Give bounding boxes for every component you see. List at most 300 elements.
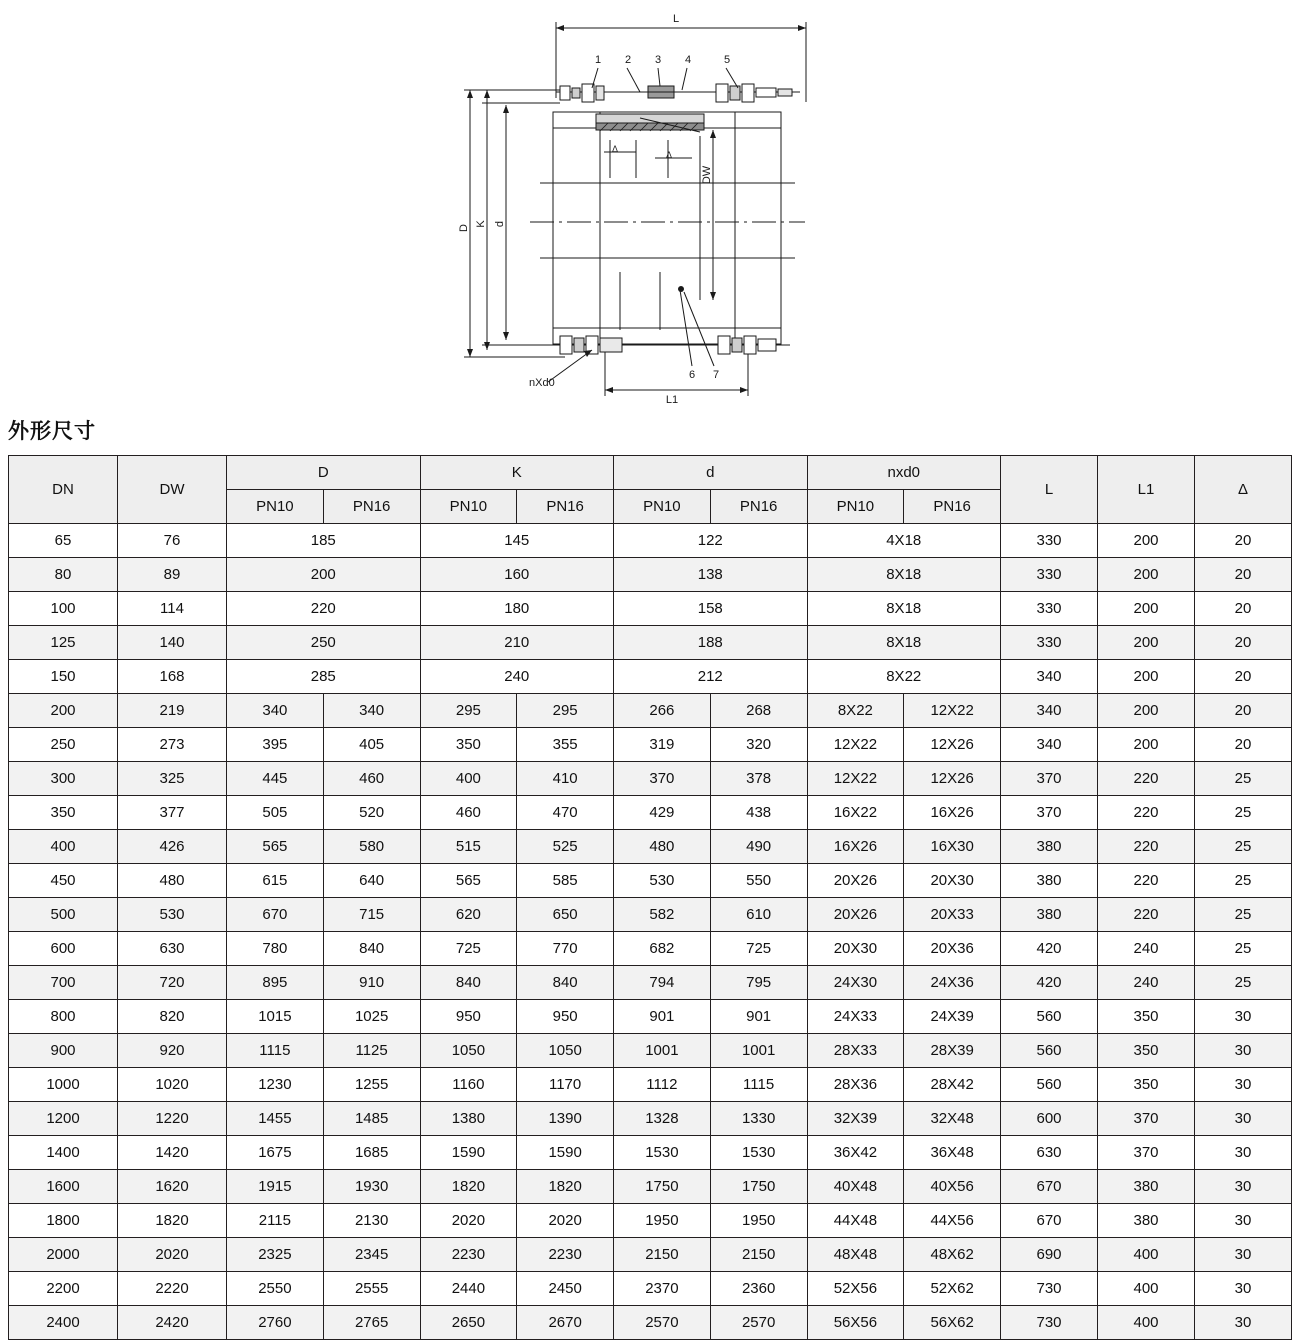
cell-l: 420: [1001, 932, 1098, 966]
table-row: [9, 1034, 1292, 1068]
cell-k-merged: 160: [420, 558, 614, 592]
cell-d-pn10: 1455: [227, 1102, 324, 1136]
cell-dsmall-merged: 158: [614, 592, 808, 626]
cell-nxd0-pn10: 20X26: [807, 864, 904, 898]
cell-dsmall-pn10: 2150: [614, 1238, 711, 1272]
cell-nxd0-pn16: 40X56: [904, 1170, 1001, 1204]
cell-dn: 2200: [9, 1272, 118, 1306]
delta-left-label: Δ: [612, 144, 619, 154]
cell-delta: 30: [1195, 1000, 1292, 1034]
cell-dw: 76: [118, 524, 227, 558]
cell-dsmall-pn10: 2570: [614, 1306, 711, 1340]
table-row: [9, 1000, 1292, 1034]
cell-l1: 200: [1098, 626, 1195, 660]
cell-nxd0-pn16: 12X26: [904, 728, 1001, 762]
cell-nxd0-merged: 8X18: [807, 558, 1001, 592]
cell-dw: 1220: [118, 1102, 227, 1136]
th-dsmall-pn10: PN10: [614, 490, 711, 524]
cell-dsmall-pn10: 319: [614, 728, 711, 762]
cell-k-pn16: 770: [517, 932, 614, 966]
cell-dsmall-pn10: 1950: [614, 1204, 711, 1238]
th-k-pn16: PN16: [517, 490, 614, 524]
cell-d-pn10: 1230: [227, 1068, 324, 1102]
cell-d-pn16: 1930: [323, 1170, 420, 1204]
delta-right-label: Δ: [666, 150, 673, 160]
cell-dsmall-pn16: 1115: [710, 1068, 807, 1102]
cell-dn: 1000: [9, 1068, 118, 1102]
cell-nxd0-pn16: 16X26: [904, 796, 1001, 830]
table-row: [9, 1170, 1292, 1204]
cell-l: 670: [1001, 1170, 1098, 1204]
cell-dn: 450: [9, 864, 118, 898]
th-nxd0-pn16: PN16: [904, 490, 1001, 524]
cell-delta: 25: [1195, 830, 1292, 864]
cell-dw: 1820: [118, 1204, 227, 1238]
cell-l1: 220: [1098, 898, 1195, 932]
cell-dsmall-pn16: 438: [710, 796, 807, 830]
cell-dn: 200: [9, 694, 118, 728]
cell-k-pn10: 2020: [420, 1204, 517, 1238]
cell-d-pn10: 615: [227, 864, 324, 898]
cell-k-pn10: 1160: [420, 1068, 517, 1102]
cell-k-pn10: 1820: [420, 1170, 517, 1204]
cell-l: 330: [1001, 592, 1098, 626]
cell-k-pn10: 2230: [420, 1238, 517, 1272]
cell-l: 370: [1001, 796, 1098, 830]
table-row: [9, 626, 1292, 660]
cell-d-pn16: 910: [323, 966, 420, 1000]
cell-dsmall-merged: 138: [614, 558, 808, 592]
cell-d-merged: 220: [227, 592, 421, 626]
table-row: [9, 1272, 1292, 1306]
cell-k-pn16: 1170: [517, 1068, 614, 1102]
cell-k-pn16: 2230: [517, 1238, 614, 1272]
cell-d-pn16: 2555: [323, 1272, 420, 1306]
cell-dsmall-merged: 122: [614, 524, 808, 558]
cell-nxd0-pn10: 56X56: [807, 1306, 904, 1340]
cell-d-pn16: 2765: [323, 1306, 420, 1340]
callout-5: 5: [723, 54, 731, 66]
th-group-nxd0: nxd0: [807, 456, 1001, 490]
cell-dsmall-pn16: 2360: [710, 1272, 807, 1306]
cell-l1: 200: [1098, 592, 1195, 626]
cell-k-pn10: 350: [420, 728, 517, 762]
cell-l: 670: [1001, 1204, 1098, 1238]
cell-dsmall-pn10: 582: [614, 898, 711, 932]
cell-l: 420: [1001, 966, 1098, 1000]
table-row: [9, 592, 1292, 626]
cell-d-pn10: 1015: [227, 1000, 324, 1034]
cell-dsmall-pn16: 378: [710, 762, 807, 796]
cell-l1: 220: [1098, 830, 1195, 864]
cell-nxd0-pn16: 16X30: [904, 830, 1001, 864]
cell-d-pn16: 1125: [323, 1034, 420, 1068]
cell-dw: 140: [118, 626, 227, 660]
th-dw: DW: [118, 456, 227, 524]
cell-d-pn10: 1675: [227, 1136, 324, 1170]
cell-dsmall-pn16: 795: [710, 966, 807, 1000]
cell-nxd0-pn10: 24X30: [807, 966, 904, 1000]
cell-delta: 30: [1195, 1204, 1292, 1238]
cell-d-merged: 285: [227, 660, 421, 694]
cell-k-pn16: 950: [517, 1000, 614, 1034]
cell-dsmall-pn16: 1001: [710, 1034, 807, 1068]
cell-dsmall-pn10: 682: [614, 932, 711, 966]
cell-l1: 220: [1098, 762, 1195, 796]
cell-dn: 350: [9, 796, 118, 830]
cell-l1: 380: [1098, 1170, 1195, 1204]
cell-k-pn16: 585: [517, 864, 614, 898]
table-row: [9, 1136, 1292, 1170]
cell-nxd0-pn10: 12X22: [807, 728, 904, 762]
cell-delta: 20: [1195, 524, 1292, 558]
cell-dw: 820: [118, 1000, 227, 1034]
cell-nxd0-pn10: 24X33: [807, 1000, 904, 1034]
cell-d-pn10: 895: [227, 966, 324, 1000]
table-row: [9, 524, 1292, 558]
cell-l: 380: [1001, 864, 1098, 898]
cell-d-pn10: 1115: [227, 1034, 324, 1068]
cell-l: 370: [1001, 762, 1098, 796]
cell-k-merged: 145: [420, 524, 614, 558]
th-k-pn10: PN10: [420, 490, 517, 524]
cell-delta: 30: [1195, 1306, 1292, 1340]
cell-dsmall-pn16: 2570: [710, 1306, 807, 1340]
cell-dw: 1620: [118, 1170, 227, 1204]
cell-dw: 114: [118, 592, 227, 626]
cell-nxd0-pn16: 28X39: [904, 1034, 1001, 1068]
cell-k-pn16: 650: [517, 898, 614, 932]
cell-dw: 89: [118, 558, 227, 592]
cell-d-pn10: 1915: [227, 1170, 324, 1204]
cell-d-pn16: 520: [323, 796, 420, 830]
cell-nxd0-pn10: 20X30: [807, 932, 904, 966]
cell-delta: 30: [1195, 1034, 1292, 1068]
dim-label-K: K: [475, 220, 487, 228]
cell-delta: 25: [1195, 796, 1292, 830]
cell-delta: 30: [1195, 1102, 1292, 1136]
th-nxd0-pn10: PN10: [807, 490, 904, 524]
cell-dsmall-merged: 212: [614, 660, 808, 694]
cell-dn: 80: [9, 558, 118, 592]
cell-dn: 2000: [9, 1238, 118, 1272]
cell-k-pn10: 950: [420, 1000, 517, 1034]
cell-dw: 168: [118, 660, 227, 694]
cell-dsmall-pn16: 1330: [710, 1102, 807, 1136]
cell-nxd0-pn10: 28X36: [807, 1068, 904, 1102]
cell-dn: 250: [9, 728, 118, 762]
cell-d-merged: 250: [227, 626, 421, 660]
cell-dsmall-pn10: 370: [614, 762, 711, 796]
cell-l1: 200: [1098, 728, 1195, 762]
cell-delta: 25: [1195, 932, 1292, 966]
cell-k-merged: 180: [420, 592, 614, 626]
cell-dn: 1600: [9, 1170, 118, 1204]
cell-l: 330: [1001, 524, 1098, 558]
table-row: [9, 660, 1292, 694]
cell-dsmall-pn16: 2150: [710, 1238, 807, 1272]
cell-dsmall-pn16: 490: [710, 830, 807, 864]
cell-nxd0-pn10: 32X39: [807, 1102, 904, 1136]
cell-l1: 400: [1098, 1238, 1195, 1272]
table-row: [9, 796, 1292, 830]
callout-6: 6: [688, 369, 696, 381]
cell-dw: 1420: [118, 1136, 227, 1170]
table-row: [9, 1102, 1292, 1136]
cell-k-pn10: 295: [420, 694, 517, 728]
cell-d-pn16: 340: [323, 694, 420, 728]
cell-l1: 350: [1098, 1068, 1195, 1102]
cell-dn: 1400: [9, 1136, 118, 1170]
cell-dsmall-pn10: 266: [614, 694, 711, 728]
cell-d-pn16: 840: [323, 932, 420, 966]
cell-l: 330: [1001, 558, 1098, 592]
cell-k-pn16: 355: [517, 728, 614, 762]
cell-dsmall-pn16: 1530: [710, 1136, 807, 1170]
table-row: [9, 932, 1292, 966]
table-row: [9, 898, 1292, 932]
cell-k-pn16: 470: [517, 796, 614, 830]
cell-d-pn10: 2760: [227, 1306, 324, 1340]
cell-l: 600: [1001, 1102, 1098, 1136]
cell-k-pn16: 295: [517, 694, 614, 728]
cell-d-pn16: 1485: [323, 1102, 420, 1136]
cell-d-pn16: 2345: [323, 1238, 420, 1272]
table-row: [9, 966, 1292, 1000]
cell-nxd0-pn16: 20X30: [904, 864, 1001, 898]
cell-k-pn16: 1050: [517, 1034, 614, 1068]
cell-nxd0-pn16: 52X62: [904, 1272, 1001, 1306]
cell-l1: 200: [1098, 558, 1195, 592]
table-header-row-groups: [9, 456, 1292, 490]
cell-l: 560: [1001, 1000, 1098, 1034]
cell-k-pn10: 515: [420, 830, 517, 864]
dim-label-D: D: [458, 224, 470, 232]
cell-delta: 30: [1195, 1170, 1292, 1204]
technical-drawing: [0, 0, 1300, 415]
cell-d-pn16: 715: [323, 898, 420, 932]
cell-dsmall-pn10: 429: [614, 796, 711, 830]
cell-dw: 920: [118, 1034, 227, 1068]
cell-dsmall-pn10: 1112: [614, 1068, 711, 1102]
callout-4: 4: [684, 54, 692, 66]
cell-k-pn16: 2670: [517, 1306, 614, 1340]
cell-delta: 20: [1195, 626, 1292, 660]
cell-k-merged: 210: [420, 626, 614, 660]
cell-k-pn10: 460: [420, 796, 517, 830]
cell-l: 380: [1001, 898, 1098, 932]
cell-dw: 1020: [118, 1068, 227, 1102]
cell-dsmall-pn10: 1328: [614, 1102, 711, 1136]
cell-dn: 2400: [9, 1306, 118, 1340]
cell-delta: 20: [1195, 660, 1292, 694]
cell-nxd0-pn10: 36X42: [807, 1136, 904, 1170]
cell-dn: 300: [9, 762, 118, 796]
cell-nxd0-pn16: 20X33: [904, 898, 1001, 932]
dim-label-DW: DW: [701, 165, 713, 185]
table-row: [9, 1204, 1292, 1238]
cell-dsmall-pn16: 1750: [710, 1170, 807, 1204]
cell-l: 730: [1001, 1272, 1098, 1306]
cell-d-pn10: 565: [227, 830, 324, 864]
cell-dsmall-pn10: 1530: [614, 1136, 711, 1170]
cell-d-pn10: 395: [227, 728, 324, 762]
cell-delta: 20: [1195, 558, 1292, 592]
table-row: [9, 558, 1292, 592]
cell-dsmall-pn16: 320: [710, 728, 807, 762]
cell-dsmall-pn10: 901: [614, 1000, 711, 1034]
table-row: [9, 1068, 1292, 1102]
cell-l1: 350: [1098, 1000, 1195, 1034]
cell-l: 690: [1001, 1238, 1098, 1272]
cell-d-merged: 185: [227, 524, 421, 558]
cell-dn: 500: [9, 898, 118, 932]
cell-dsmall-pn16: 550: [710, 864, 807, 898]
cell-l1: 220: [1098, 864, 1195, 898]
cell-dsmall-pn10: 480: [614, 830, 711, 864]
cell-d-pn16: 405: [323, 728, 420, 762]
cell-dn: 1200: [9, 1102, 118, 1136]
cell-dw: 2020: [118, 1238, 227, 1272]
cell-nxd0-pn16: 56X62: [904, 1306, 1001, 1340]
cell-nxd0-pn10: 28X33: [807, 1034, 904, 1068]
cell-nxd0-pn16: 24X36: [904, 966, 1001, 1000]
cell-nxd0-merged: 8X18: [807, 626, 1001, 660]
cell-l1: 200: [1098, 660, 1195, 694]
cell-d-pn16: 2130: [323, 1204, 420, 1238]
cell-dw: 2420: [118, 1306, 227, 1340]
callout-3: 3: [654, 54, 662, 66]
section-title: 外形尺寸: [8, 420, 96, 443]
cell-k-pn10: 2650: [420, 1306, 517, 1340]
cell-d-merged: 200: [227, 558, 421, 592]
table-row: [9, 762, 1292, 796]
cell-d-pn10: 2550: [227, 1272, 324, 1306]
cell-k-pn16: 410: [517, 762, 614, 796]
cell-dw: 219: [118, 694, 227, 728]
cell-k-pn10: 400: [420, 762, 517, 796]
cell-nxd0-merged: 8X18: [807, 592, 1001, 626]
cell-d-pn10: 340: [227, 694, 324, 728]
cell-dsmall-pn16: 901: [710, 1000, 807, 1034]
th-group-d: D: [227, 456, 421, 490]
table-row: [9, 728, 1292, 762]
cell-dw: 426: [118, 830, 227, 864]
cell-l: 340: [1001, 728, 1098, 762]
cell-d-pn16: 460: [323, 762, 420, 796]
cell-k-pn16: 525: [517, 830, 614, 864]
cell-l1: 400: [1098, 1272, 1195, 1306]
cell-d-pn10: 670: [227, 898, 324, 932]
cell-l1: 200: [1098, 524, 1195, 558]
cell-k-pn10: 1590: [420, 1136, 517, 1170]
cell-delta: 25: [1195, 762, 1292, 796]
cell-dn: 400: [9, 830, 118, 864]
table-row: [9, 694, 1292, 728]
cell-delta: 30: [1195, 1068, 1292, 1102]
table-row: [9, 864, 1292, 898]
cell-k-pn16: 2020: [517, 1204, 614, 1238]
callout-1: 1: [594, 54, 602, 66]
dimension-table-wrapper: [8, 455, 1292, 1340]
cell-dsmall-pn16: 610: [710, 898, 807, 932]
cell-l1: 240: [1098, 966, 1195, 1000]
cell-k-pn10: 840: [420, 966, 517, 1000]
cell-l: 340: [1001, 660, 1098, 694]
cell-nxd0-pn10: 48X48: [807, 1238, 904, 1272]
callout-2: 2: [624, 54, 632, 66]
cell-dw: 630: [118, 932, 227, 966]
cell-d-pn10: 2325: [227, 1238, 324, 1272]
cell-nxd0-pn10: 20X26: [807, 898, 904, 932]
cell-nxd0-merged: 8X22: [807, 660, 1001, 694]
cell-nxd0-pn16: 28X42: [904, 1068, 1001, 1102]
cell-dsmall-pn10: 794: [614, 966, 711, 1000]
table-row: [9, 830, 1292, 864]
cell-dsmall-pn16: 1950: [710, 1204, 807, 1238]
cell-delta: 30: [1195, 1136, 1292, 1170]
cell-d-pn16: 1025: [323, 1000, 420, 1034]
cell-l: 730: [1001, 1306, 1098, 1340]
cell-dsmall-merged: 188: [614, 626, 808, 660]
cell-dn: 600: [9, 932, 118, 966]
cell-l: 560: [1001, 1068, 1098, 1102]
cell-d-pn10: 2115: [227, 1204, 324, 1238]
th-d-pn16: PN16: [323, 490, 420, 524]
cell-nxd0-pn16: 12X22: [904, 694, 1001, 728]
cell-d-pn16: 1255: [323, 1068, 420, 1102]
cell-d-pn10: 445: [227, 762, 324, 796]
cell-dw: 2220: [118, 1272, 227, 1306]
cell-delta: 30: [1195, 1272, 1292, 1306]
cell-k-pn16: 1820: [517, 1170, 614, 1204]
cell-d-pn10: 505: [227, 796, 324, 830]
cell-delta: 20: [1195, 694, 1292, 728]
cell-dn: 150: [9, 660, 118, 694]
cell-delta: 25: [1195, 898, 1292, 932]
cell-k-pn10: 620: [420, 898, 517, 932]
cell-dw: 377: [118, 796, 227, 830]
cell-l: 560: [1001, 1034, 1098, 1068]
cell-l: 340: [1001, 694, 1098, 728]
th-group-d-small: d: [614, 456, 808, 490]
cell-dsmall-pn16: 725: [710, 932, 807, 966]
th-l: L: [1001, 456, 1098, 524]
cell-nxd0-pn10: 16X26: [807, 830, 904, 864]
cell-dn: 700: [9, 966, 118, 1000]
th-dsmall-pn16: PN16: [710, 490, 807, 524]
cell-dsmall-pn16: 268: [710, 694, 807, 728]
table-row: [9, 1306, 1292, 1340]
cell-k-pn10: 1380: [420, 1102, 517, 1136]
cell-nxd0-pn10: 12X22: [807, 762, 904, 796]
cell-k-pn16: 1390: [517, 1102, 614, 1136]
cell-dw: 530: [118, 898, 227, 932]
cell-delta: 20: [1195, 728, 1292, 762]
th-group-k: K: [420, 456, 614, 490]
cell-l1: 200: [1098, 694, 1195, 728]
cell-l1: 220: [1098, 796, 1195, 830]
dimension-table: [8, 455, 1292, 1340]
cell-nxd0-pn16: 24X39: [904, 1000, 1001, 1034]
cell-k-merged: 240: [420, 660, 614, 694]
cell-d-pn10: 780: [227, 932, 324, 966]
cell-delta: 25: [1195, 966, 1292, 1000]
table-body: [9, 524, 1292, 1340]
cell-dn: 900: [9, 1034, 118, 1068]
table-head: [9, 456, 1292, 524]
cell-dw: 273: [118, 728, 227, 762]
